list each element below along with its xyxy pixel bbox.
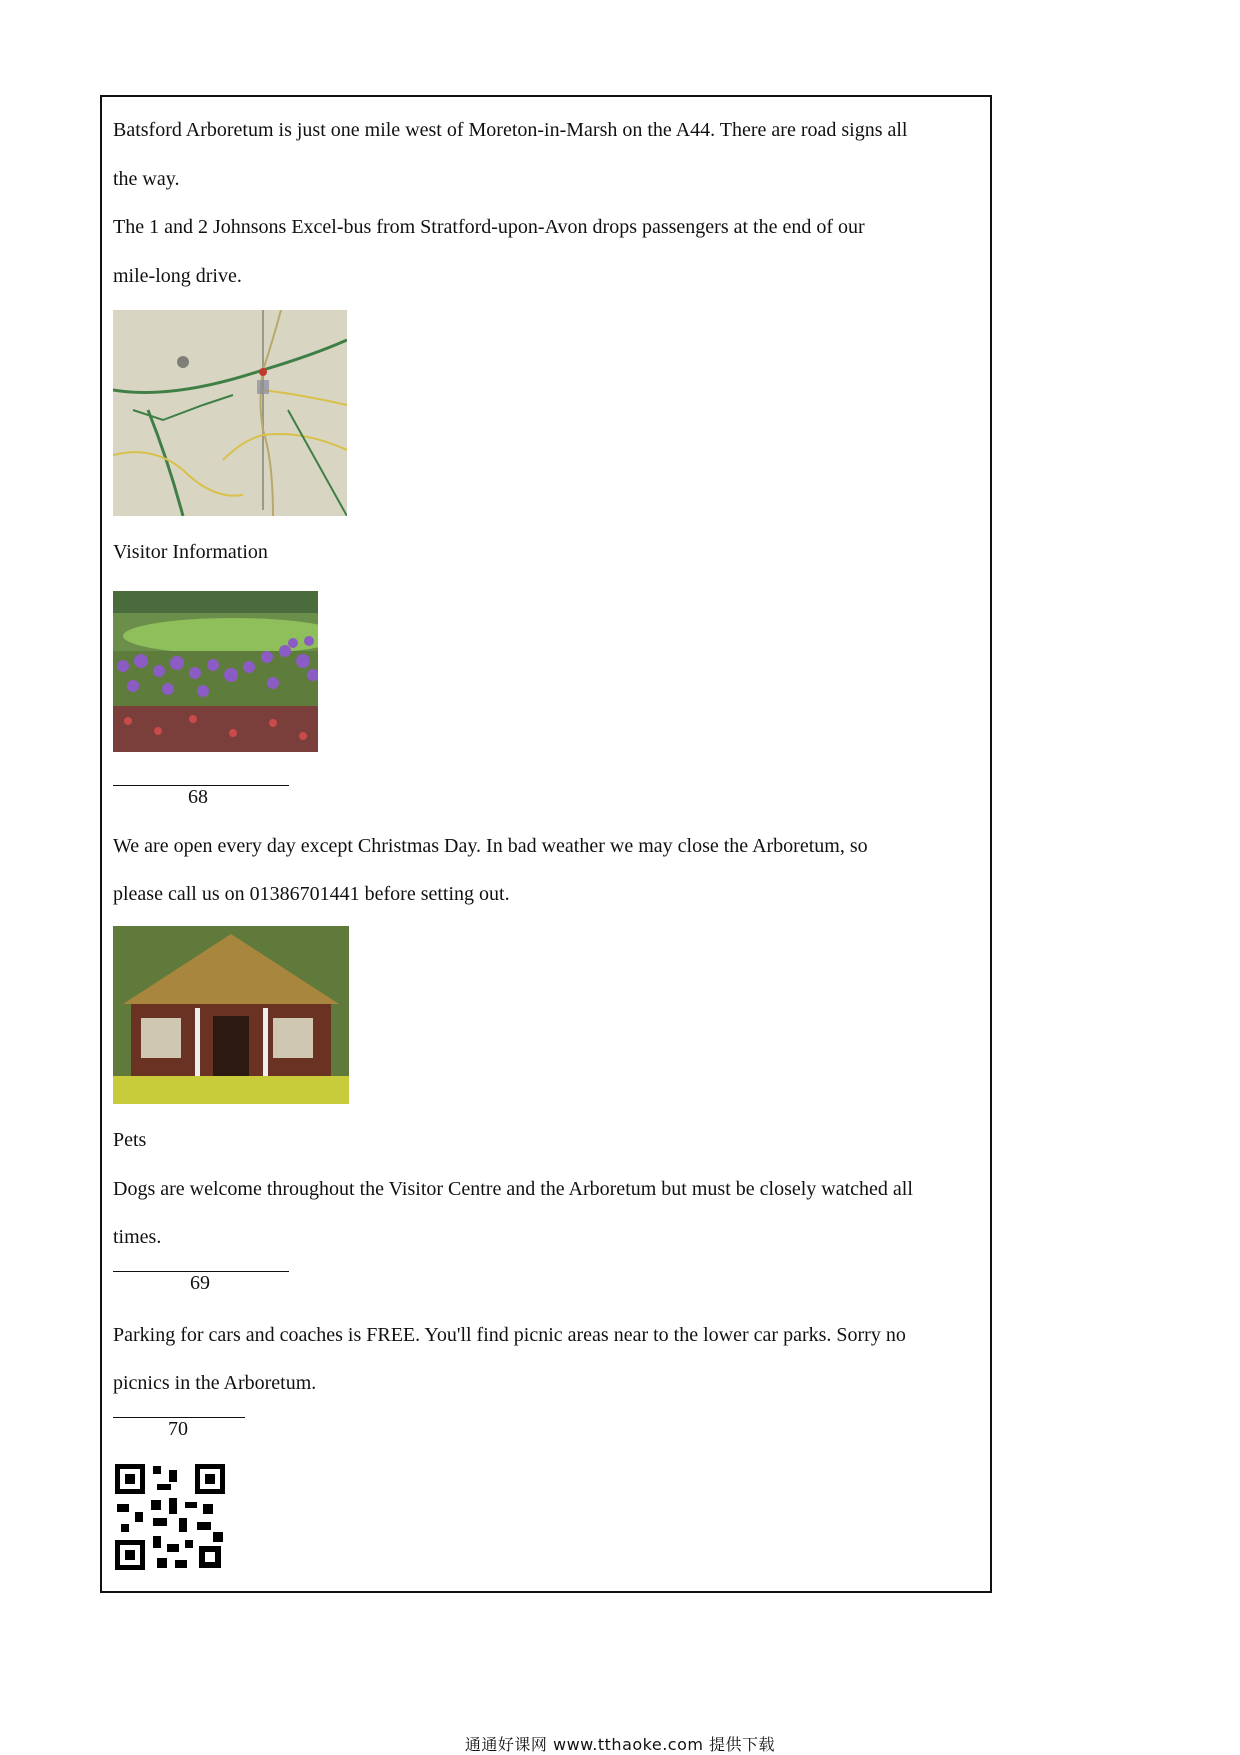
visitor-info-heading: Visitor Information (113, 541, 268, 563)
qr-code-image (113, 1462, 227, 1572)
directions-line-3: The 1 and 2 Johnsons Excel-bus from Stratford-upon-Avon drops passengers at the end of our (113, 216, 865, 238)
blank-number-69: 69 (190, 1272, 210, 1294)
route-map-image (113, 310, 347, 516)
answer-blank-68 (113, 785, 289, 808)
blank-number-68: 68 (188, 786, 208, 808)
blank-number-70: 70 (168, 1418, 188, 1440)
pets-line-2: times. (113, 1226, 162, 1248)
answer-blank-69 (113, 1271, 289, 1294)
flower-garden-image (113, 591, 318, 752)
pets-heading: Pets (113, 1129, 147, 1151)
page-footer: 通通好课网 www.tthaoke.com 提供下载 (464, 1735, 776, 1754)
answer-blank-70 (113, 1417, 245, 1440)
parking-line-1: Parking for cars and coaches is FREE. You'll find picnic areas near to the lower car parks. Sorry no (113, 1324, 906, 1346)
directions-line-2: the way. (113, 168, 180, 190)
pavilion-image (113, 926, 349, 1104)
parking-line-2: picnics in the Arboretum. (113, 1372, 317, 1394)
opening-line-2: please call us on 01386701441 before setting out. (113, 883, 510, 905)
directions-line-4: mile-long drive. (113, 265, 242, 287)
pets-line-1: Dogs are welcome throughout the Visitor Centre and the Arboretum but must be closely watched all (113, 1178, 913, 1200)
directions-line-1: Batsford Arboretum is just one mile west of Moreton-in-Marsh on the A44. There are road signs all (113, 119, 908, 141)
opening-line-1: We are open every day except Christmas Day. In bad weather we may close the Arboretum, so (113, 835, 868, 857)
